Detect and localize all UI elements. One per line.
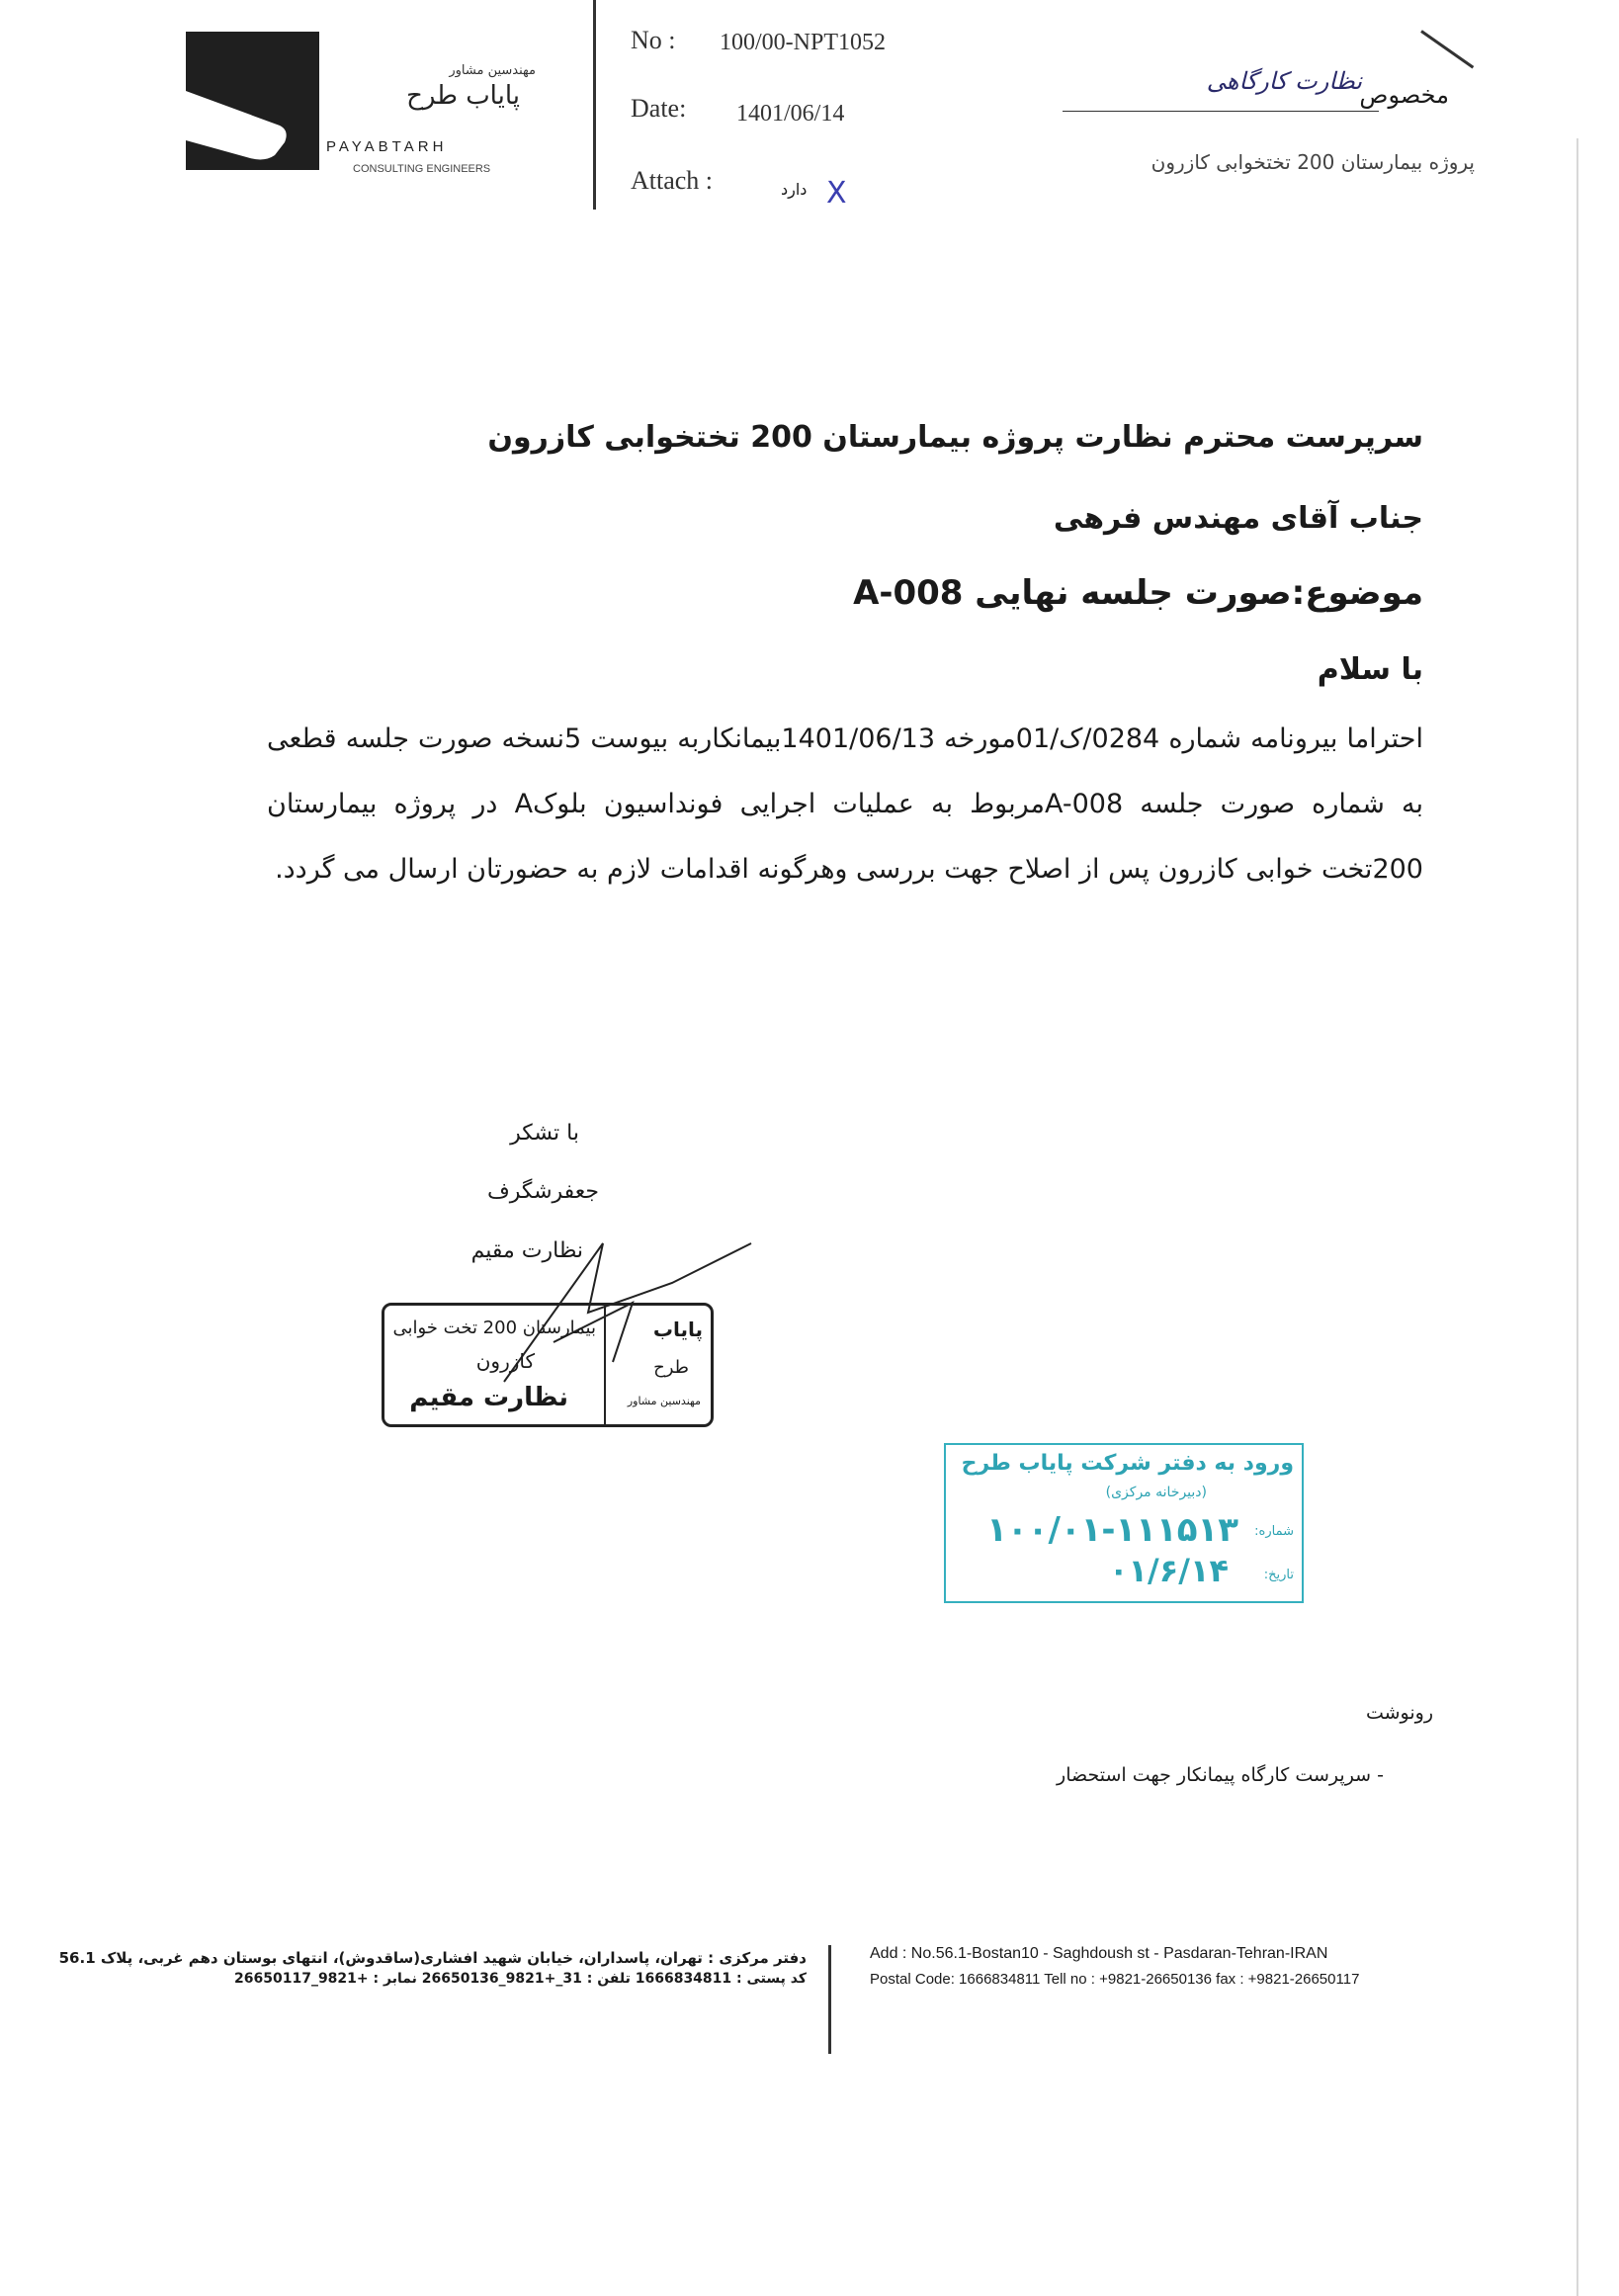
project-reference: پروژه بیمارستان 200 تختخوابی کازرون <box>1150 150 1475 174</box>
attach-label: Attach : <box>631 166 714 195</box>
logo-mark-icon <box>186 32 319 170</box>
stamp-left-section <box>384 1306 606 1424</box>
supervision-stamp <box>382 1303 714 1427</box>
closing-text: با تشکر <box>510 1121 579 1146</box>
header-underline <box>1063 111 1379 112</box>
stamp-company-text-3: مهندسین مشاور <box>627 1395 701 1407</box>
letter-body: احتراما بیرونامه شماره 0284/ک/01مورخه 1401/06/13بیمانکاربه بیوست 5نسخه صورت جلسه قطعی به شماره صورت جلسه A-008مربوط به عملیات اجرایی فونداسیون بلوکA در پروژه بیمارستان 200تخت خوابی کازرون پس از اصلاح جهت بررسی وهرگونه اقدامات لازم به حضورتان ارسال می گردد. <box>267 723 1423 885</box>
receipt-date-label: تاریخ: <box>1263 1568 1294 1582</box>
number-value: 100/00-NPT1052 <box>720 30 886 55</box>
letter-subject: موضوع:صورت جلسه نهایی A-008 <box>853 573 1423 613</box>
company-logo <box>186 32 319 170</box>
logo-name-fa: پایاب طرح <box>406 81 520 111</box>
date-value: 1401/06/14 <box>736 101 845 127</box>
letter-greeting: با سلام <box>1317 652 1423 687</box>
cc-recipient: - سرپرست کارگاه پیمانکار جهت استحضار <box>1057 1764 1384 1786</box>
footer-contact-en: Postal Code: 1666834811 Tell no : +9821-26650136 fax : +9821-26650117 <box>870 1971 1360 1988</box>
receipt-number-label: شماره: <box>1254 1524 1294 1539</box>
cc-label: رونوشت <box>1365 1702 1433 1724</box>
number-label: No : <box>631 26 676 54</box>
footer-address-fa: دفتر مرکزی : تهران، پاسداران، خیابان شهید افشاری(ساقدوش)، انتهای بوستان دهم غربی، پلاک 56.1 <box>58 1949 807 1967</box>
receipt-subtitle: (دبیرخانه مرکزی) <box>1105 1485 1207 1500</box>
scan-edge-line <box>1576 138 1578 2296</box>
footer-contact-fa: کد پستی : 1666834811 تلفن : 31_+9821_26650136 نمابر : +9821_26650117 <box>234 1971 807 1987</box>
logo-subtitle-en: CONSULTING ENGINEERS <box>353 163 491 175</box>
receipt-number: ۱۰۰/۰۱-۱۱۱۵۱۳ <box>986 1510 1238 1550</box>
footer-divider <box>828 1945 831 2054</box>
signer-role: نظارت مقیم <box>470 1238 583 1263</box>
logo-subtitle-fa: مهندسین مشاور <box>449 63 536 78</box>
stamp-company-text-2: طرح <box>653 1357 689 1378</box>
footer-address-en: Add : No.56.1-Bostan10 - Saghdoush st - Pasdaran-Tehran-IRAN <box>870 1945 1328 1962</box>
attach-value: دارد <box>781 180 808 199</box>
date-label: Date: <box>631 94 687 123</box>
addressee-name: جناب آقای مهندس فرهی <box>1053 501 1423 536</box>
addressee-title: سرپرست محترم نظارت پروژه بیمارستان 200 تختخوابی کازرون <box>487 420 1423 455</box>
corner-pen-mark <box>1420 30 1474 68</box>
stamp-city-text: کازرون <box>475 1349 535 1373</box>
logo-name-en: PAYABTARH <box>326 138 448 155</box>
stamp-hospital-text: بیمارستان 200 تخت خوابی <box>392 1318 596 1338</box>
stamp-role-text: نظارت مقیم <box>409 1383 568 1412</box>
signer-name: جعفرشگرف <box>486 1179 599 1204</box>
receipt-date: ۰۱/۶/۱۴ <box>1108 1552 1229 1589</box>
receipt-stamp <box>944 1443 1304 1603</box>
confidential-label: مخصوص <box>1359 81 1449 109</box>
attach-check-mark: X <box>826 176 847 211</box>
header-divider <box>593 0 596 210</box>
handwritten-note: نظارت کارگاهی <box>1206 67 1362 95</box>
stamp-company-text-1: پایاب <box>652 1318 703 1341</box>
receipt-title: ورود به دفتر شرکت پایاب طرح <box>961 1451 1294 1476</box>
